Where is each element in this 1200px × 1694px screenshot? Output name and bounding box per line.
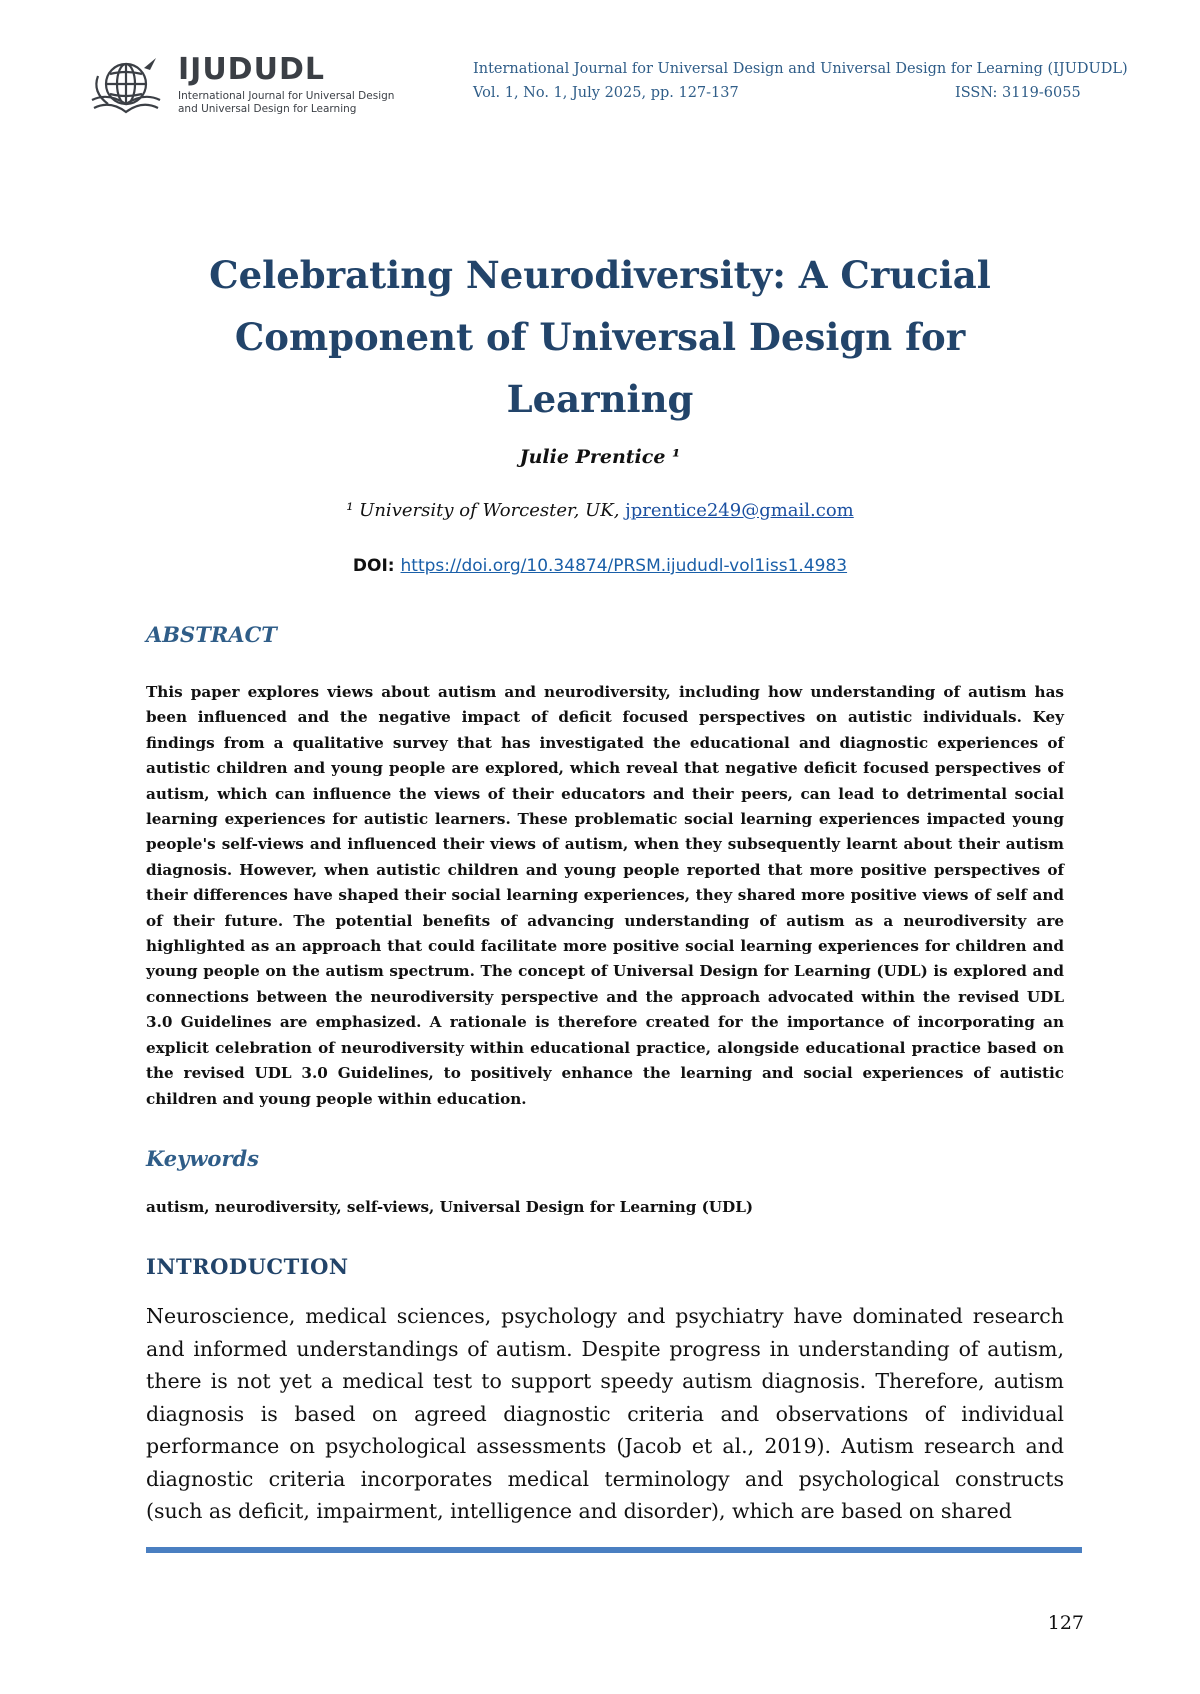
abstract-body: This paper explores views about autism and neurodiversity, including how understanding of autism has been influenced and the negative impact of deficit focused perspectives on autistic individuals. Key findings from a qualitative survey that has investigated the educational and diagnostic experiences of autistic children and young people are explored, which reveal that negative deficit focused perspectives of autism, which can influence the views of their educators and their peers, can lead to detrimental social learning experiences for autistic learners. These problematic social learning experiences impacted young people's self-views and influenced their views of autism, when they subsequently learnt about their autism diagnosis. However, when autistic children and young people reported that more positive perspectives of their differences have shaped their social learning experiences, they shared more positive views of self and of their future. The potential benefits of advancing understanding of autism as a neurodiversity are highlighted as an approach that could facilitate more positive social learning experiences for children and young people on the autism spectrum. The concept of Universal Design for Learning (UDL) is explored and connections between the neurodiversity perspective and the approach advocated within the revised UDL 3.0 Guidelines are emphasized. A rationale is therefore created for the importance of incorporating an explicit celebration of neurodiversity within educational practice, alongside educational practice based on the revised UDL 3.0 Guidelines, to positively enhance the learning and social experiences of autistic children and young people within education.: [146, 683, 1064, 1108]
doi-label: DOI:: [352, 556, 401, 576]
keywords-heading: Keywords: [146, 1146, 260, 1171]
author-name: Julie Prentice ¹: [519, 446, 681, 468]
journal-logo: [86, 52, 395, 126]
affiliation-text: ¹ University of Worcester, UK,: [346, 500, 626, 521]
volume-info: Vol. 1, No. 1, July 2025, pp. 127-137: [473, 85, 739, 101]
keywords-body: autism, neurodiversity, self-views, Universal Design for Learning (UDL): [146, 1198, 754, 1216]
journal-header: [473, 57, 1163, 105]
journal-full-name: International Journal for Universal Design and Universal Design for Learning (IJUDUDL): [473, 61, 1128, 77]
page-number: 127: [1047, 1612, 1084, 1634]
doi-link[interactable]: https://doi.org/10.34874/PRSM.ijududl-vol1iss1.4983: [400, 556, 848, 576]
doi: [0, 556, 1200, 576]
introduction-heading: INTRODUCTION: [146, 1254, 349, 1279]
introduction-body: Neuroscience, medical sciences, psychology and psychiatry have dominated research and informed understandings of autism. Despite progress in understanding of autism, there is not yet a medical test to support speedy autism diagnosis. Therefore, autism diagnosis is based on agreed diagnostic criteria and observations of individual performance on psychological assessments (Jacob et al., 2019). Autism research and diagnostic criteria incorporates medical terminology and psychological constructs (such as deficit, impairment, intelligence and disorder), which are based on shared: [146, 1304, 1064, 1523]
abstract-heading: ABSTRACT: [146, 622, 277, 647]
logo-wordmark: IJUDUDL: [178, 52, 325, 87]
issn: ISSN: 3119-6055: [955, 85, 1081, 101]
author-email-link[interactable]: jprentice249@gmail.com: [625, 500, 854, 521]
affiliation: [0, 500, 1200, 521]
globe-book-icon: [86, 54, 168, 124]
logo-subtitle: International Journal for Universal Design and Universal Design for Learning: [178, 90, 395, 115]
footer-rule: [146, 1547, 1082, 1553]
paper-title: Celebrating Neurodiversity: A Crucial Component of Universal Design for Learning: [209, 253, 991, 421]
